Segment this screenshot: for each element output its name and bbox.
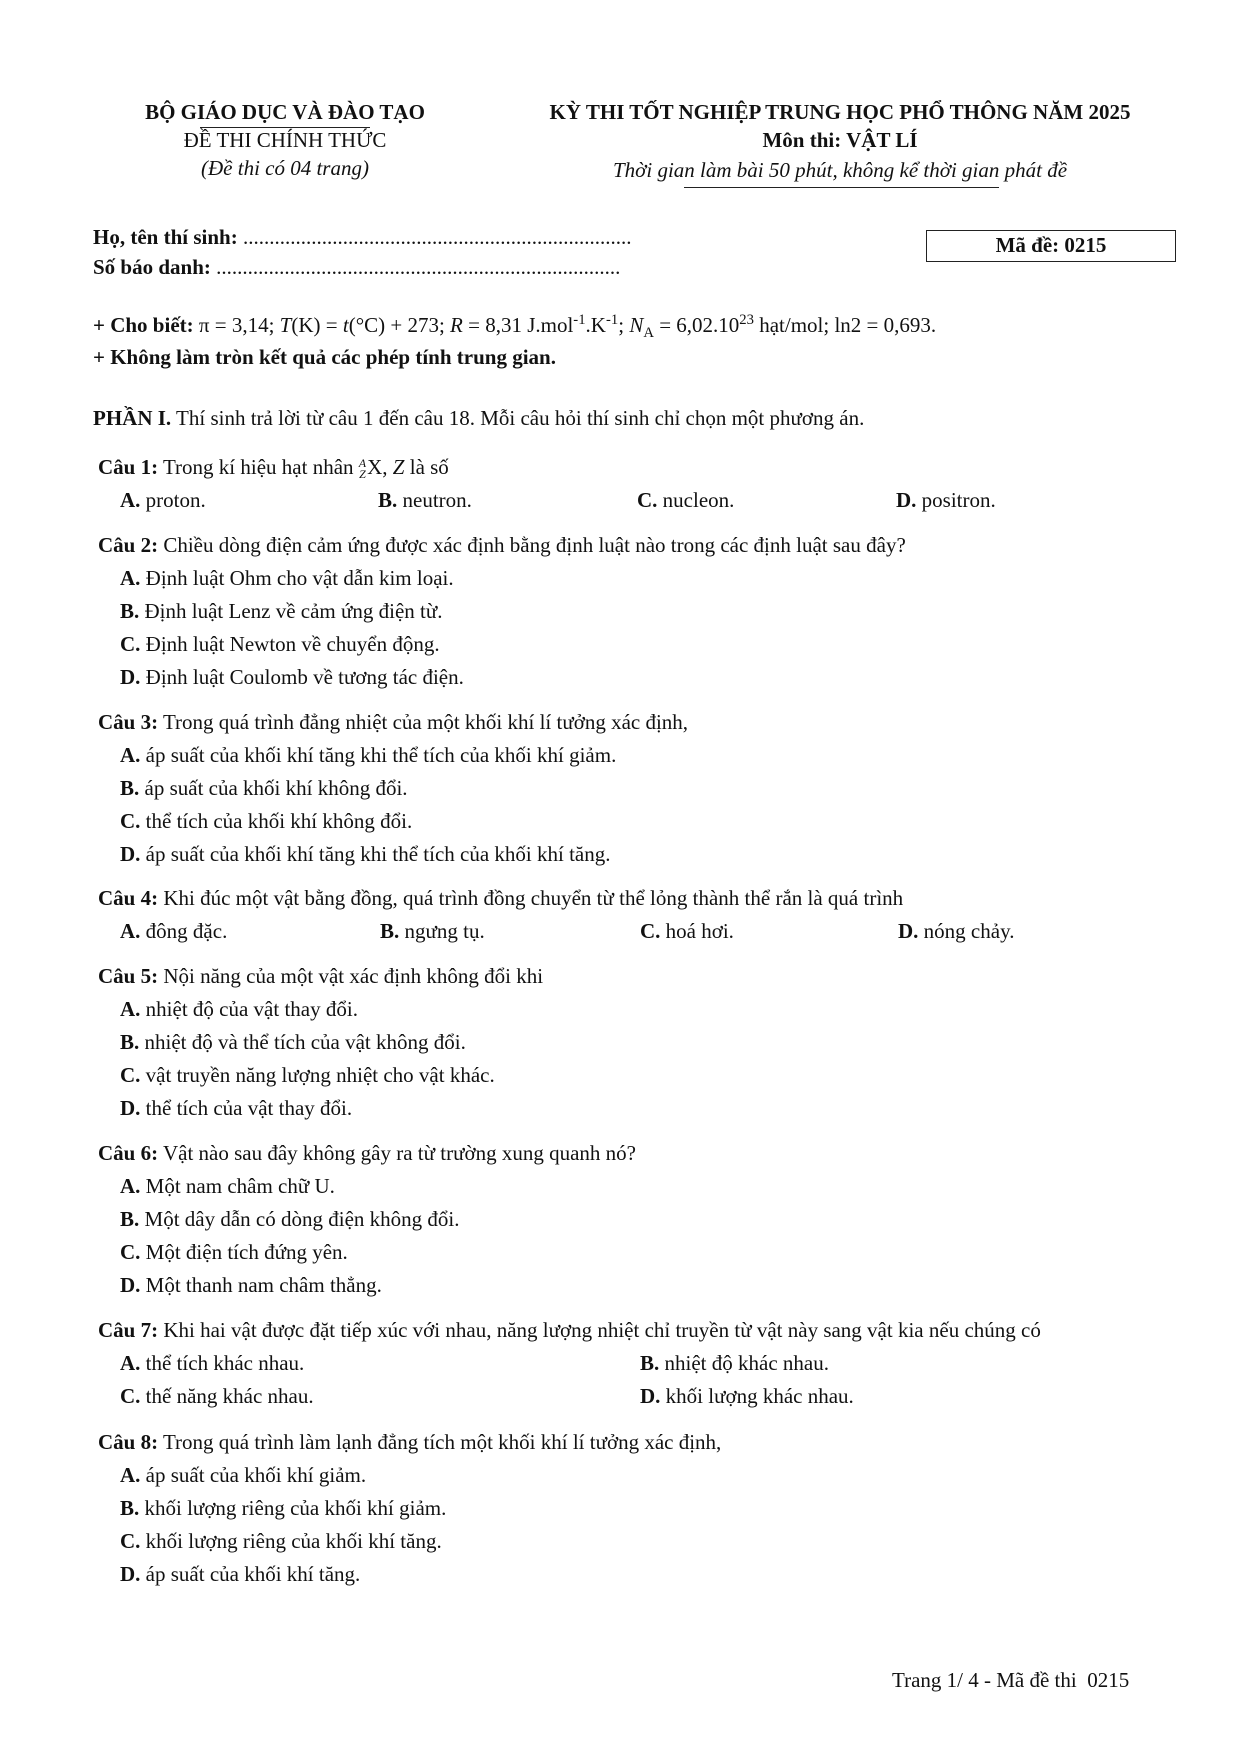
q7-option-d[interactable] — [640, 1384, 854, 1409]
given-R-exp1: -1 — [573, 312, 586, 328]
option-text: nóng chảy. — [923, 919, 1015, 943]
question-label: Câu 5: — [98, 964, 159, 988]
option-text: proton. — [145, 488, 206, 512]
exam-code-label: Mã đề: — [995, 233, 1060, 257]
option-text: áp suất của khối khí tăng khi thể tích của khối khí tăng. — [145, 842, 611, 866]
q4-option-c[interactable] — [640, 919, 734, 944]
q7-option-a[interactable] — [120, 1351, 304, 1376]
q8-option-c[interactable] — [120, 1529, 442, 1554]
q6-option-c[interactable] — [120, 1240, 348, 1265]
option-text: đông đặc. — [145, 919, 228, 943]
question-5 — [98, 964, 543, 989]
option-label: B. — [120, 1030, 140, 1054]
option-text: hoá hơi. — [665, 919, 734, 943]
option-text: khối lượng riêng của khối khí giảm. — [144, 1496, 447, 1520]
question-7 — [98, 1318, 1041, 1343]
option-text: neutron. — [402, 488, 472, 512]
given-pi: π = 3,14; — [198, 313, 275, 337]
q3-option-c[interactable] — [120, 809, 412, 834]
q5-option-c[interactable] — [120, 1063, 495, 1088]
candidate-id-dots: ............................................................................. — [216, 255, 621, 279]
option-label: D. — [120, 1273, 141, 1297]
q6-option-a[interactable] — [120, 1174, 335, 1199]
option-label: D. — [896, 488, 917, 512]
option-label: C. — [120, 1384, 141, 1408]
given-T: T — [279, 313, 292, 337]
candidate-name-dots: .......................................................................... — [242, 225, 632, 249]
option-label: A. — [120, 1174, 141, 1198]
candidate-name-row — [93, 225, 631, 250]
option-text: vật truyền năng lượng nhiệt cho vật khác. — [145, 1063, 495, 1087]
option-label: A. — [120, 1463, 141, 1487]
q6-option-d[interactable] — [120, 1273, 382, 1298]
given-NA-exp: 23 — [739, 312, 754, 328]
candidate-name-label: Họ, tên thí sinh: — [93, 225, 238, 249]
question-label: Câu 4: — [98, 886, 159, 910]
question-1 — [98, 455, 449, 480]
question-label: Câu 8: — [98, 1430, 159, 1454]
option-label: A. — [120, 919, 141, 943]
option-text: positron. — [921, 488, 996, 512]
header-divider-right — [684, 187, 999, 188]
nuclide-letter: X, — [367, 455, 388, 479]
nuclide-symbol — [359, 458, 366, 480]
question-stem-z: Z — [392, 455, 405, 479]
q6-option-b[interactable] — [120, 1207, 459, 1232]
given-NA: N — [629, 313, 644, 337]
option-label: B. — [120, 599, 140, 623]
option-text: thế năng khác nhau. — [145, 1384, 314, 1408]
option-text: nhiệt độ của vật thay đổi. — [145, 997, 358, 1021]
q4-option-a[interactable] — [120, 919, 227, 944]
option-text: áp suất của khối khí tăng. — [145, 1562, 361, 1586]
exam-code-box — [926, 230, 1176, 262]
option-label: D. — [120, 1562, 141, 1586]
option-label: C. — [637, 488, 658, 512]
part1-label: PHẦN I. — [93, 406, 172, 430]
q5-option-a[interactable] — [120, 997, 358, 1022]
option-text: Định luật Newton về chuyển động. — [145, 632, 440, 656]
given-NA-rest: = 6,02.10 — [659, 313, 740, 337]
q8-option-d[interactable] — [120, 1562, 360, 1587]
given-R: R — [450, 313, 463, 337]
given-constants — [93, 312, 936, 342]
option-label: B. — [380, 919, 400, 943]
option-text: nhiệt độ khác nhau. — [664, 1351, 829, 1375]
q5-option-b[interactable] — [120, 1030, 466, 1055]
question-stem-end: là số — [409, 455, 449, 479]
option-label: D. — [898, 919, 919, 943]
time-note: Thời gian làm bài 50 phút, không kể thời gian phát đề — [612, 158, 1068, 182]
q5-option-d[interactable] — [120, 1096, 352, 1121]
option-text: Một nam châm chữ U. — [145, 1174, 335, 1198]
q2-option-a[interactable] — [120, 566, 454, 591]
option-text: Một điện tích đứng yên. — [145, 1240, 348, 1264]
option-label: C. — [120, 1063, 141, 1087]
question-stem: Chiều dòng điện cảm ứng được xác định bằng định luật nào trong các định luật sau đây? — [163, 533, 906, 557]
option-text: nucleon. — [662, 488, 735, 512]
option-text: áp suất của khối khí tăng khi thể tích của khối khí giảm. — [145, 743, 617, 767]
q4-option-b[interactable] — [380, 919, 485, 944]
question-6 — [98, 1141, 636, 1166]
option-label: C. — [640, 919, 661, 943]
official-exam-label: ĐỀ THI CHÍNH THỨC — [183, 128, 387, 152]
given-R-end: ; — [618, 313, 625, 337]
exam-code-value: 0215 — [1064, 233, 1107, 257]
option-label: B. — [120, 1496, 140, 1520]
option-label: C. — [120, 1529, 141, 1553]
q3-option-d[interactable] — [120, 842, 610, 867]
option-label: D. — [120, 665, 141, 689]
option-text: Một thanh nam châm thẳng. — [145, 1273, 382, 1297]
question-2 — [98, 533, 906, 558]
option-label: D. — [120, 842, 141, 866]
candidate-id-label: Số báo danh: — [93, 255, 211, 279]
given-t: t — [342, 313, 349, 337]
question-8 — [98, 1430, 721, 1455]
subject-line — [500, 128, 1180, 153]
question-stem: Trong quá trình làm lạnh đẳng tích một khối khí lí tưởng xác định, — [162, 1430, 722, 1454]
q8-option-a[interactable] — [120, 1463, 366, 1488]
option-text: thể tích khác nhau. — [145, 1351, 305, 1375]
option-label: B. — [378, 488, 398, 512]
option-label: B. — [640, 1351, 660, 1375]
question-3 — [98, 710, 688, 735]
option-text: khối lượng khác nhau. — [665, 1384, 854, 1408]
q1-option-d[interactable] — [896, 488, 996, 513]
question-stem: Khi hai vật được đặt tiếp xúc với nhau, năng lượng nhiệt chỉ truyền từ vật này sang vật kia nếu chúng có — [163, 1318, 1041, 1342]
question-4 — [98, 886, 903, 911]
q3-option-b[interactable] — [120, 776, 408, 801]
given-R-exp2: -1 — [605, 312, 619, 328]
subject-name: VẬT LÍ — [846, 128, 918, 152]
option-text: Một dây dẫn có dòng điện không đổi. — [144, 1207, 460, 1231]
question-stem: Nội năng của một vật xác định không đổi khi — [163, 964, 544, 988]
part1-heading — [93, 406, 864, 431]
question-label: Câu 3: — [98, 710, 159, 734]
given-prefix: + Cho biết: — [93, 313, 194, 337]
q7-option-b[interactable] — [640, 1351, 829, 1376]
page-footer: Trang 1/ 4 - Mã đề thi 0215 — [892, 1668, 1130, 1692]
candidate-id-row — [93, 255, 620, 280]
option-label: C. — [120, 809, 141, 833]
question-stem: Trong quá trình đẳng nhiệt của một khối khí lí tưởng xác định, — [162, 710, 689, 734]
given-NA-sub: A — [643, 325, 654, 342]
option-label: A. — [120, 743, 141, 767]
question-label: Câu 7: — [98, 1318, 159, 1342]
rounding-note: + Không làm tròn kết quả các phép tính trung gian. — [93, 345, 556, 369]
q8-option-b[interactable] — [120, 1496, 446, 1521]
given-T-rest: (K) = — [291, 313, 338, 337]
mass-number: A — [358, 456, 367, 471]
q1-option-c[interactable] — [637, 488, 734, 513]
option-text: khối lượng riêng của khối khí tăng. — [145, 1529, 442, 1553]
option-label: D. — [640, 1384, 661, 1408]
question-label: Câu 6: — [98, 1141, 159, 1165]
option-label: A. — [120, 1351, 141, 1375]
option-text: áp suất của khối khí giảm. — [145, 1463, 367, 1487]
atomic-number: Z — [359, 467, 366, 482]
given-R-rest: = 8,31 J.mol — [468, 313, 574, 337]
exam-title: KỲ THI TỐT NGHIỆP TRUNG HỌC PHỔ THÔNG NĂM 2025 — [549, 100, 1131, 124]
given-t-rest: (°C) + 273; — [348, 313, 445, 337]
given-R-mid: .K — [585, 313, 606, 337]
option-text: Định luật Coulomb về tương tác điện. — [145, 665, 464, 689]
option-label: C. — [120, 1240, 141, 1264]
question-label: Câu 1: — [98, 455, 159, 479]
option-label: C. — [120, 632, 141, 656]
option-label: B. — [120, 1207, 140, 1231]
subject-label: Môn thi: — [762, 128, 842, 152]
pages-note: (Đề thi có 04 trang) — [201, 156, 369, 180]
option-label: B. — [120, 776, 140, 800]
q2-option-b[interactable] — [120, 599, 443, 624]
given-NA-end: hạt/mol; ln2 = 0,693. — [759, 313, 937, 337]
question-stem: Vật nào sau đây không gây ra từ trường xung quanh nó? — [162, 1141, 636, 1165]
option-label: A. — [120, 566, 141, 590]
option-text: áp suất của khối khí không đổi. — [144, 776, 408, 800]
option-text: Định luật Ohm cho vật dẫn kim loại. — [145, 566, 454, 590]
part1-text: Thí sinh trả lời từ câu 1 đến câu 18. Mỗi câu hỏi thí sinh chỉ chọn một phương án. — [176, 406, 865, 430]
option-text: thể tích của khối khí không đổi. — [145, 809, 413, 833]
q4-option-d[interactable] — [898, 919, 1014, 944]
option-text: ngưng tụ. — [404, 919, 485, 943]
option-text: nhiệt độ và thể tích của vật không đổi. — [144, 1030, 466, 1054]
option-text: thể tích của vật thay đổi. — [145, 1096, 353, 1120]
option-text: Định luật Lenz về cảm ứng điện từ. — [144, 599, 443, 623]
q7-option-c[interactable] — [120, 1384, 314, 1409]
ministry-name: BỘ GIÁO DỤC VÀ ĐÀO TẠO — [145, 100, 425, 124]
option-label: D. — [120, 1096, 141, 1120]
q3-option-a[interactable] — [120, 743, 616, 768]
q2-option-d[interactable] — [120, 665, 464, 690]
header-divider-left — [200, 127, 370, 128]
question-stem: Khi đúc một vật bằng đồng, quá trình đồng chuyển từ thể lỏng thành thể rắn là quá trình — [163, 886, 904, 910]
option-label: A. — [120, 997, 141, 1021]
question-stem: Trong kí hiệu hạt nhân — [162, 455, 354, 479]
q2-option-c[interactable] — [120, 632, 440, 657]
option-label: A. — [120, 488, 141, 512]
question-label: Câu 2: — [98, 533, 159, 557]
q1-option-b[interactable] — [378, 488, 472, 513]
q1-option-a[interactable] — [120, 488, 206, 513]
